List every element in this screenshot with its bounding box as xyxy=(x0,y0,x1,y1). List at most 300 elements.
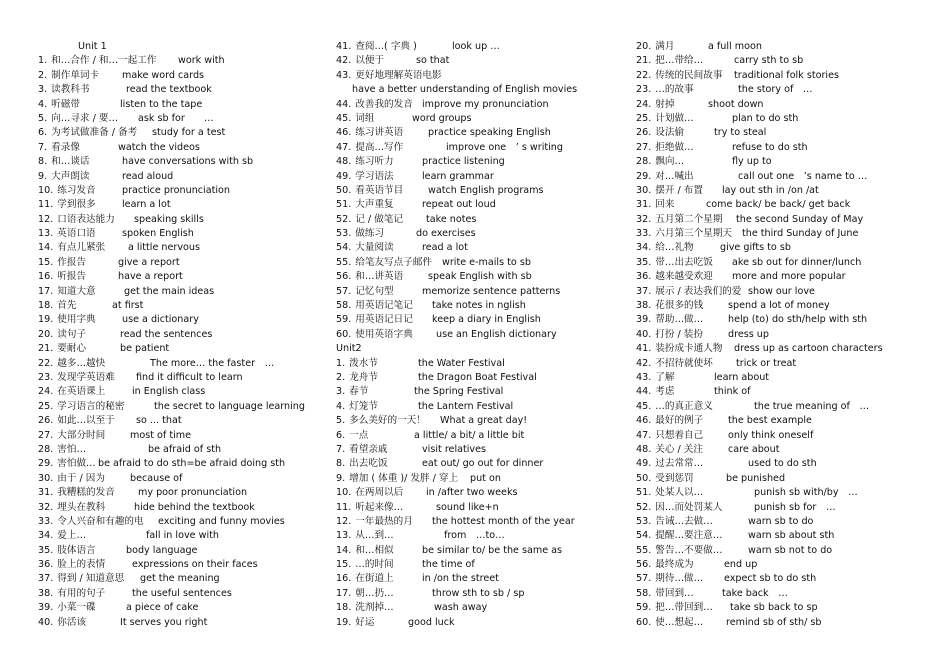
vocab-row xyxy=(336,98,628,112)
item-number: 35. xyxy=(636,256,652,268)
item-number: 49. xyxy=(636,458,652,470)
vocab-row xyxy=(38,385,330,399)
vocab-row xyxy=(336,213,628,227)
english-phrase: write e-mails to sb xyxy=(442,256,531,268)
english-phrase: the Spring Festival xyxy=(414,386,504,398)
chinese-phrase: 学习语法 xyxy=(355,170,394,182)
vocab-row xyxy=(636,299,936,313)
chinese-phrase: …的时间 xyxy=(355,559,394,571)
vocab-row xyxy=(38,299,330,313)
english-phrase: from …to… xyxy=(444,530,505,542)
chinese-phrase: 作报告 xyxy=(57,256,87,268)
item-number: 16. xyxy=(38,271,54,283)
chinese-phrase: 害怕做… xyxy=(57,458,96,470)
vocab-row xyxy=(636,515,936,529)
chinese-phrase: 以便于 xyxy=(355,55,385,67)
chinese-phrase: 埋头在教科 xyxy=(57,501,106,513)
english-phrase: the Water Festival xyxy=(418,357,505,369)
chinese-phrase: 看英语节目 xyxy=(355,184,404,196)
item-number: 38. xyxy=(38,587,54,599)
item-number: 2. xyxy=(336,371,346,383)
item-number: 42. xyxy=(636,357,652,369)
chinese-phrase: 练习讲英语 xyxy=(355,127,404,139)
chinese-phrase: 期待…做… xyxy=(655,573,704,585)
vocab-row xyxy=(336,558,628,572)
chinese-phrase: 带回到… xyxy=(655,587,694,599)
vocab-row xyxy=(636,213,936,227)
vocab-row xyxy=(336,69,628,83)
item-number: 47. xyxy=(336,141,352,153)
item-number: 24. xyxy=(636,98,652,110)
vocab-row xyxy=(636,256,936,270)
english-phrase: care about xyxy=(728,443,780,455)
english-phrase: ask sb for … xyxy=(138,112,214,124)
english-phrase: It serves you right xyxy=(120,616,208,628)
vocab-row xyxy=(38,357,330,371)
item-number: 51. xyxy=(336,199,352,211)
english-phrase: punish sb for … xyxy=(754,501,836,513)
vocab-row xyxy=(336,400,628,414)
item-number: 58. xyxy=(336,300,352,312)
vocab-row xyxy=(336,544,628,558)
vocab-row xyxy=(38,285,330,299)
english-phrase: the Lantern Festival xyxy=(418,400,514,412)
vocab-row xyxy=(636,198,936,212)
vocab-row xyxy=(636,112,936,126)
english-phrase: more and more popular xyxy=(732,271,846,283)
english-phrase: refuse to do sth xyxy=(732,141,808,153)
item-number: 35. xyxy=(38,544,54,556)
vocab-row xyxy=(38,313,330,327)
item-number: 25. xyxy=(636,112,652,124)
chinese-phrase: 一点 xyxy=(349,429,369,441)
english-phrase: watch the videos xyxy=(118,141,200,153)
item-number: 33. xyxy=(38,515,54,527)
chinese-phrase: 你活该 xyxy=(57,616,87,628)
chinese-phrase: 听起来像… xyxy=(355,501,404,513)
english-phrase: The more… the faster … xyxy=(150,357,275,369)
vocab-row xyxy=(38,98,330,112)
item-number: 53. xyxy=(336,228,352,240)
item-number: 34. xyxy=(636,242,652,254)
vocab-row xyxy=(38,126,330,140)
vocab-row xyxy=(38,213,330,227)
chinese-phrase: 不招待就使坏 xyxy=(655,357,713,369)
vocab-row xyxy=(336,256,628,270)
chinese-phrase: 知道大意 xyxy=(57,285,96,297)
chinese-phrase: 和…相似 xyxy=(355,544,394,556)
english-phrase: repeat out loud xyxy=(422,199,496,211)
chinese-phrase: 给笔友写点子邮件 xyxy=(355,256,433,268)
vocab-row xyxy=(636,385,936,399)
vocab-row xyxy=(38,83,330,97)
chinese-phrase: 改善我的发音 xyxy=(355,98,413,110)
chinese-phrase: 提醒…要注意… xyxy=(655,530,723,542)
chinese-phrase: 只想着自己 xyxy=(655,429,704,441)
english-phrase: lay out sth in /on /at xyxy=(722,184,819,196)
chinese-phrase: 口语表达能力 xyxy=(57,213,115,225)
item-number: 48. xyxy=(336,156,352,168)
vocab-row xyxy=(38,227,330,241)
english-phrase: eat out/ go out for dinner xyxy=(422,458,544,470)
vocab-row xyxy=(336,112,628,126)
vocab-row xyxy=(336,198,628,212)
chinese-phrase: 首先 xyxy=(57,300,77,312)
chinese-phrase: 满月 xyxy=(655,41,675,52)
item-number: 7. xyxy=(38,141,48,153)
chinese-phrase: 把…带给… xyxy=(655,55,704,67)
chinese-phrase: 一年最热的月 xyxy=(355,515,413,527)
english-phrase: shoot down xyxy=(708,98,764,110)
english-phrase: in /after two weeks xyxy=(426,487,518,499)
vocab-row xyxy=(636,328,936,342)
chinese-phrase: 为考试做准备 / 备考 xyxy=(51,127,138,139)
item-number: 37. xyxy=(38,573,54,585)
vocab-row xyxy=(336,587,628,601)
vocab-row xyxy=(636,285,936,299)
item-number: 52. xyxy=(336,213,352,225)
item-number: 22. xyxy=(38,357,54,369)
vocab-row xyxy=(336,313,628,327)
vocab-row xyxy=(336,170,628,184)
vocab-row xyxy=(38,270,330,284)
item-number: 44. xyxy=(336,98,352,110)
vocab-row xyxy=(38,170,330,184)
item-number: 11. xyxy=(336,501,352,513)
english-phrase: use an English dictionary xyxy=(436,328,557,340)
vocab-row xyxy=(38,544,330,558)
vocab-row xyxy=(636,184,936,198)
chinese-phrase: 读教科书 xyxy=(51,84,90,96)
chinese-phrase: 设法偷 xyxy=(655,127,685,139)
english-phrase: try to steal xyxy=(714,127,767,139)
item-number: 29. xyxy=(38,458,54,470)
vocab-row xyxy=(636,601,936,615)
english-phrase: plan to do sth xyxy=(732,112,799,124)
english-phrase: have a report xyxy=(118,271,183,283)
vocab-row xyxy=(38,587,330,601)
vocab-row xyxy=(336,457,628,471)
vocab-row xyxy=(336,285,628,299)
vocab-row xyxy=(336,501,628,515)
item-number: 54. xyxy=(636,530,652,542)
item-number: 55. xyxy=(336,256,352,268)
vocab-row xyxy=(336,299,628,313)
item-number: 33. xyxy=(636,228,652,240)
item-number: 26. xyxy=(636,127,652,139)
item-number: 8. xyxy=(336,458,346,470)
vocab-row xyxy=(336,270,628,284)
english-phrase: end up xyxy=(724,559,758,571)
item-number: 52. xyxy=(636,501,652,513)
vocab-row xyxy=(38,472,330,486)
item-number: 18. xyxy=(336,602,352,614)
vocab-row xyxy=(636,544,936,558)
chinese-phrase: 使用英语字典 xyxy=(355,328,413,340)
english-phrase: fall in love with xyxy=(146,530,219,542)
vocab-row xyxy=(636,443,936,457)
english-phrase: take back … xyxy=(722,587,788,599)
item-number: 53. xyxy=(636,515,652,527)
vocab-row xyxy=(636,98,936,112)
item-number: 38. xyxy=(636,300,652,312)
chinese-phrase: 记 / 做笔记 xyxy=(355,213,403,225)
chinese-phrase: 查阅…( 字典 ) xyxy=(355,41,417,52)
chinese-phrase: 朝…扔… xyxy=(355,587,394,599)
vocab-row xyxy=(38,371,330,385)
item-number: 40. xyxy=(38,616,54,628)
chinese-phrase: 花很多的钱 xyxy=(655,300,704,312)
item-number: 26. xyxy=(38,415,54,427)
item-number: 60. xyxy=(636,616,652,628)
vocab-row xyxy=(636,501,936,515)
english-phrase: get the meaning xyxy=(140,573,220,585)
column-1 xyxy=(38,40,330,630)
english-phrase: expressions on their faces xyxy=(132,559,258,571)
vocab-row xyxy=(636,414,936,428)
english-phrase: wash away xyxy=(434,602,488,614)
chinese-phrase: 射掉 xyxy=(655,98,675,110)
vocab-row xyxy=(636,529,936,543)
chinese-phrase: 过去常常… xyxy=(655,458,704,470)
item-number: 39. xyxy=(38,602,54,614)
chinese-phrase: 从…到… xyxy=(355,530,394,542)
chinese-phrase: 学习语言的秘密 xyxy=(57,400,125,412)
vocab-row xyxy=(636,227,936,241)
chinese-phrase: 警告…不要做… xyxy=(655,544,723,556)
chinese-phrase: 带…出去吃饭 xyxy=(655,256,713,268)
chinese-phrase: 增加 ( 体重 )/ 发胖 / 穿上 xyxy=(349,472,459,484)
chinese-phrase: 大量阅读 xyxy=(355,242,394,254)
item-number: 29. xyxy=(636,170,652,182)
english-phrase: expect sb to do sth xyxy=(724,573,817,585)
chinese-phrase: 用英语记笔记 xyxy=(355,300,413,312)
chinese-phrase: 害怕… xyxy=(57,443,87,455)
chinese-phrase: 受到惩罚 xyxy=(655,472,694,484)
chinese-phrase: 词组 xyxy=(355,112,375,124)
vocab-row xyxy=(336,529,628,543)
english-phrase: What a great day! xyxy=(440,415,528,427)
item-number: 1. xyxy=(38,55,48,67)
vocab-row xyxy=(336,572,628,586)
chinese-phrase: 我糟糕的发音 xyxy=(57,487,115,499)
item-number: 15. xyxy=(38,256,54,268)
english-phrase: traditional folk stories xyxy=(734,69,839,81)
column-2 xyxy=(336,40,628,630)
vocab-row xyxy=(38,241,330,255)
english-phrase: use a dictionary xyxy=(122,314,199,326)
chinese-phrase: 爱上… xyxy=(57,530,87,542)
item-number: 20. xyxy=(38,328,54,340)
vocab-row xyxy=(336,443,628,457)
vocab-row xyxy=(38,429,330,443)
chinese-phrase: 和…合作 / 和…一起工作 xyxy=(51,55,157,67)
english-phrase: a little nervous xyxy=(128,242,200,254)
item-number: 13. xyxy=(336,530,352,542)
item-number: 27. xyxy=(636,141,652,153)
chinese-phrase: 制作单词卡 xyxy=(51,69,100,81)
chinese-phrase: 对…喊出 xyxy=(655,170,694,182)
item-number: 6. xyxy=(38,127,48,139)
vocab-row xyxy=(336,227,628,241)
vocab-row xyxy=(38,198,330,212)
english-phrase: read the textbook xyxy=(126,84,212,96)
vocab-row xyxy=(636,472,936,486)
item-number: 44. xyxy=(636,386,652,398)
vocab-row-continuation xyxy=(336,83,628,97)
item-number: 9. xyxy=(38,170,48,182)
english-phrase: do exercises xyxy=(416,228,476,240)
vocab-row xyxy=(336,241,628,255)
vocab-row xyxy=(636,170,936,184)
chinese-phrase: …的故事 xyxy=(655,84,694,96)
chinese-phrase: 六月第三个星期天 xyxy=(655,228,733,240)
english-phrase: be patient xyxy=(120,343,170,355)
vocab-row xyxy=(636,400,936,414)
english-phrase: keep a diary in English xyxy=(432,314,541,326)
chinese-phrase: 装扮成卡通人物 xyxy=(655,343,723,355)
chinese-phrase: 更好地理解英语电影 xyxy=(355,69,442,81)
english-phrase: improve one ’ s writing xyxy=(446,141,563,153)
item-number: 30. xyxy=(38,472,54,484)
english-phrase: get the main ideas xyxy=(124,285,215,297)
english-phrase: learn a lot xyxy=(122,199,171,211)
item-number: 39. xyxy=(636,314,652,326)
vocab-row xyxy=(38,184,330,198)
item-number: 17. xyxy=(336,587,352,599)
vocab-row xyxy=(336,141,628,155)
chinese-phrase: 春节 xyxy=(349,386,369,398)
chinese-phrase: 和…谈话 xyxy=(51,156,90,168)
chinese-phrase: 练习发音 xyxy=(57,184,96,196)
english-phrase: practice listening xyxy=(422,156,505,168)
vocab-row xyxy=(336,601,628,615)
chinese-phrase: 听报告 xyxy=(57,271,87,283)
item-number: 54. xyxy=(336,242,352,254)
chinese-phrase: 大声朗读 xyxy=(51,170,90,182)
english-phrase: practice speaking English xyxy=(428,127,551,139)
chinese-phrase: 在两周以后 xyxy=(355,487,404,499)
chinese-phrase: 学到很多 xyxy=(57,199,96,211)
vocab-row xyxy=(336,429,628,443)
chinese-phrase: 脸上的表情 xyxy=(57,559,106,571)
vocab-row xyxy=(636,457,936,471)
english-phrase: spoken English xyxy=(122,228,194,240)
chinese-phrase: 泼水节 xyxy=(349,357,378,369)
chinese-phrase: 和…讲英语 xyxy=(355,271,404,283)
vocab-row xyxy=(38,443,330,457)
vocab-row xyxy=(636,357,936,371)
item-number: 60. xyxy=(336,328,352,340)
vocab-row xyxy=(38,616,330,630)
english-phrase: warn sb about sth xyxy=(748,530,835,542)
english-phrase: learn grammar xyxy=(422,170,494,182)
english-phrase: the time of xyxy=(422,559,475,571)
item-number: 20. xyxy=(636,41,652,52)
english-phrase: so ... that xyxy=(136,415,182,427)
item-number: 5. xyxy=(336,415,346,427)
chinese-phrase: 由于 / 因为 xyxy=(57,472,105,484)
english-phrase: be afraid to do sth=be afraid doing sth xyxy=(98,458,286,470)
item-number: 58. xyxy=(636,587,652,599)
vocab-row xyxy=(336,357,628,371)
item-number: 41. xyxy=(336,41,352,52)
vocab-row xyxy=(38,529,330,543)
english-phrase: warn sb to do xyxy=(748,515,814,527)
item-number: 5. xyxy=(38,112,48,124)
item-number: 32. xyxy=(636,213,652,225)
english-phrase: so that xyxy=(416,55,450,67)
english-phrase: throw sth to sb / sp xyxy=(432,587,525,599)
english-phrase: my poor pronunciation xyxy=(138,487,248,499)
english-phrase: call out one ’s name to … xyxy=(738,170,868,182)
english-phrase: visit relatives xyxy=(422,443,487,455)
vocab-row xyxy=(636,616,936,630)
vocab-row xyxy=(38,572,330,586)
chinese-phrase: 发现学英语难 xyxy=(57,371,115,383)
english-phrase: be similar to/ be the same as xyxy=(422,544,563,556)
vocab-row xyxy=(336,515,628,529)
chinese-phrase: 龙舟节 xyxy=(349,371,378,383)
item-number: 47. xyxy=(636,429,652,441)
vocab-row xyxy=(336,184,628,198)
item-number: 3. xyxy=(38,84,48,96)
item-number: 8. xyxy=(38,156,48,168)
item-number: 4. xyxy=(38,98,48,110)
english-phrase: have a better understanding of English movies xyxy=(352,84,578,96)
chinese-phrase: 多么美好的一天！ xyxy=(349,415,426,427)
vocab-row xyxy=(38,69,330,83)
chinese-phrase: 给…礼物 xyxy=(655,242,694,254)
chinese-phrase: …的真正意义 xyxy=(655,400,713,412)
chinese-phrase: 在街道上 xyxy=(355,573,394,585)
item-number: 50. xyxy=(336,184,352,196)
english-phrase: the secret to language learning xyxy=(154,400,305,412)
chinese-phrase: 记忆句型 xyxy=(355,285,394,297)
english-phrase: the story of … xyxy=(738,84,813,96)
chinese-phrase: 看望亲戚 xyxy=(349,443,388,455)
item-number: 14. xyxy=(336,544,352,556)
english-phrase: word groups xyxy=(412,112,472,124)
chinese-phrase: 洗剂掉… xyxy=(355,602,394,614)
vocab-row xyxy=(636,83,936,97)
english-phrase: the useful sentences xyxy=(132,587,232,599)
chinese-phrase: 做练习 xyxy=(355,228,385,240)
chinese-phrase: 最终成为 xyxy=(655,559,694,571)
item-number: 30. xyxy=(636,184,652,196)
english-phrase: work with xyxy=(178,55,225,67)
item-number: 32. xyxy=(38,501,54,513)
english-phrase: a full moon xyxy=(708,41,762,52)
english-phrase: the best example xyxy=(728,415,812,427)
english-phrase: watch English programs xyxy=(428,184,544,196)
english-phrase: most of time xyxy=(130,429,191,441)
english-phrase: the second Sunday of May xyxy=(736,213,864,225)
chinese-phrase: 大声重复 xyxy=(355,199,394,211)
item-number: 7. xyxy=(336,443,346,455)
chinese-phrase: 好运 xyxy=(355,616,375,628)
chinese-phrase: 传统的民间故事 xyxy=(655,69,723,81)
english-phrase: memorize sentence patterns xyxy=(422,285,561,297)
chinese-phrase: 小菜一碟 xyxy=(57,602,96,614)
vocab-row xyxy=(636,558,936,572)
vocab-row xyxy=(336,472,628,486)
chinese-phrase: 计划做… xyxy=(655,112,694,124)
chinese-phrase: 五月第二个星期 xyxy=(655,213,723,225)
chinese-phrase: 越多…越快 xyxy=(57,357,106,369)
item-number: 10. xyxy=(38,184,54,196)
item-number: 59. xyxy=(336,314,352,326)
